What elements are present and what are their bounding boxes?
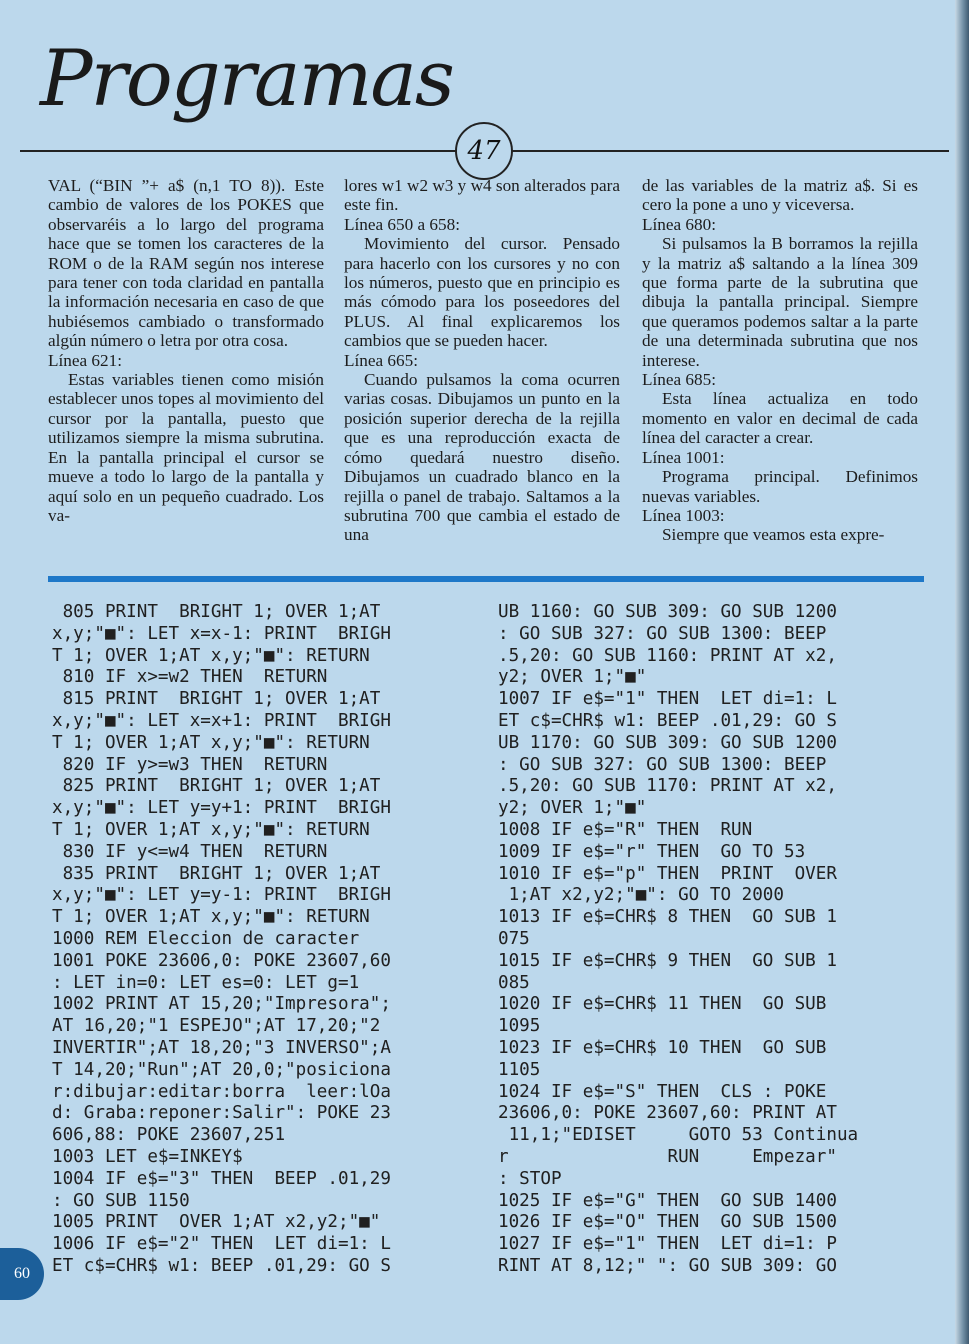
page-edge	[955, 0, 969, 1344]
paragraph: Estas variables tienen como misión establecer unos topes al movimiento del cursor por la pantalla, puesto que utilizamos siempre la misma subrutina. En la pantalla principal el cursor se mueve a todo lo largo de la pantalla y aquí solo en un pequeño cuadrado. Los va-	[48, 370, 324, 525]
paragraph: de las variables de la matriz a$. Si es cero la pone a uno y viceversa.	[642, 176, 918, 215]
paragraph: Línea 665:	[344, 350, 418, 370]
paragraph: Línea 1003:	[642, 505, 725, 525]
page-number: 60	[0, 1248, 44, 1300]
paragraph: Línea 621:	[48, 350, 122, 370]
section-divider	[48, 576, 924, 582]
paragraph: Línea 650 a 658:	[344, 214, 460, 234]
paragraph: Siempre que veamos esta expre-	[662, 525, 885, 545]
paragraph: Cuando pulsamos la coma ocurren varias cosas. Dibujamos un punto en la posición superior derecha de la rejilla que es una reproducción exacta de cómo quedará nuestro diseño. Dibujamos un cuadrado blanco en la rejilla o panel de trabajo. Saltamos a la subrutina 700 que cambia el estado de una	[344, 370, 620, 545]
text-column-2	[344, 176, 620, 545]
issue-number-badge: 47	[455, 122, 513, 180]
text-column-3	[642, 176, 918, 545]
text-column-1	[48, 176, 324, 525]
paragraph: VAL (“BIN ”+ a$ (n,1 TO 8)). Este cambio de valores de los POKES que observaréis a lo largo del programa hace que se tomen los caracteres de la ROM o de la RAM según nos interese para tener con toda claridad en pantalla la información necesaria en caso de que hubiésemos cambiado o transformado algún número o letra por otra cosa.	[48, 176, 324, 351]
paragraph: Esta línea actualiza en todo momento en valor en decimal de cada línea del caracter a crear.	[642, 389, 918, 448]
paragraph: Línea 1001:	[642, 447, 725, 467]
paragraph: Programa principal. Definimos nuevas variables.	[642, 467, 918, 506]
paragraph: lores w1 w2 w3 y w4 son alterados para este fin.	[344, 176, 620, 215]
paragraph: Si pulsamos la B borramos la rejilla y la matriz a$ saltando a la línea 309 que forma parte de la subrutina que dibuja la pantalla principal. Siempre que queramos podemos saltar a la parte de una determinada subrutina que nos interese.	[642, 234, 918, 370]
paragraph: Movimiento del cursor. Pensado para hacerlo con los cursores y no con los números, puesto que en principio es más cómodo para los poseedores del PLUS. Al final explicaremos los cambios que se pueden hacer.	[344, 234, 620, 351]
code-listing-right: UB 1160: GO SUB 309: GO SUB 1200 : GO SUB 327: GO SUB 1300: BEEP .5,20: GO SUB 1160: PRINT AT x2, y2; OVER 1;"■" 1007 IF e$="1" THEN LET di=1: L ET c$=CHR$ w1: BEEP .01,29: GO S UB 1170: GO SUB 309: GO SUB 1200 : GO SUB 327: GO SUB 1300: BEEP .5,20: GO SUB 1170: PRINT AT x2, y2; OVER 1;"■" 1008 IF e$="R" THEN RUN 1009 IF e$="r" THEN GO TO 53 1010 IF e$="p" THEN PRINT OVER 1;AT x2,y2;"■": GO TO 2000 1013 IF e$=CHR$ 8 THEN GO SUB 1 075 1015 IF e$=CHR$ 9 THEN GO SUB 1 085 1020 IF e$=CHR$ 11 THEN GO SUB 1095 1023 IF e$=CHR$ 10 THEN GO SUB 1105 1024 IF e$="S" THEN CLS : POKE 23606,0: POKE 23607,60: PRINT AT 11,1;"EDISET GOTO 53 Continua r RUN Empezar" : STOP 1025 IF e$="G" THEN GO SUB 1400 1026 IF e$="O" THEN GO SUB 1500 1027 IF e$="1" THEN LET di=1: P RINT AT 8,12;" ": GO SUB 309: GO	[498, 602, 859, 1276]
paragraph: Línea 685:	[642, 370, 716, 390]
paragraph: Línea 680:	[642, 214, 716, 234]
code-listing-left: 805 PRINT BRIGHT 1; OVER 1;AT x,y;"■": LET x=x-1: PRINT BRIGH T 1; OVER 1;AT x,y;"■": RETURN 810 IF x>=w2 THEN RETURN 815 PRINT BRIGHT 1; OVER 1;AT x,y;"■": LET x=x+1: PRINT BRIGH T 1; OVER 1;AT x,y;"■": RETURN 820 IF y>=w3 THEN RETURN 825 PRINT BRIGHT 1; OVER 1;AT x,y;"■": LET y=y+1: PRINT BRIGH T 1; OVER 1;AT x,y;"■": RETURN 830 IF y<=w4 THEN RETURN 835 PRINT BRIGHT 1; OVER 1;AT x,y;"■": LET y=y-1: PRINT BRIGH T 1; OVER 1;AT x,y;"■": RETURN 1000 REM Eleccion de caracter 1001 POKE 23606,0: POKE 23607,60 : LET in=0: LET es=0: LET g=1 1002 PRINT AT 15,20;"Impresora"; AT 16,20;"1 ESPEJO";AT 17,20;"2 INVERTIR";AT 18,20;"3 INVERSO";A T 14,20;"Run";AT 20,0;"posiciona r:dibujar:editar:borra leer:lOa d: Graba:reponer:Salir": POKE 23 606,88: POKE 23607,251 1003 LET e$=INKEY$ 1004 IF e$="3" THEN BEEP .01,29 : GO SUB 1150 1005 PRINT OVER 1;AT x2,y2;"■" 1006 IF e$="2" THEN LET di=1: L ET c$=CHR$ w1: BEEP .01,29: GO S	[52, 602, 391, 1276]
section-title: Programas	[40, 34, 453, 124]
